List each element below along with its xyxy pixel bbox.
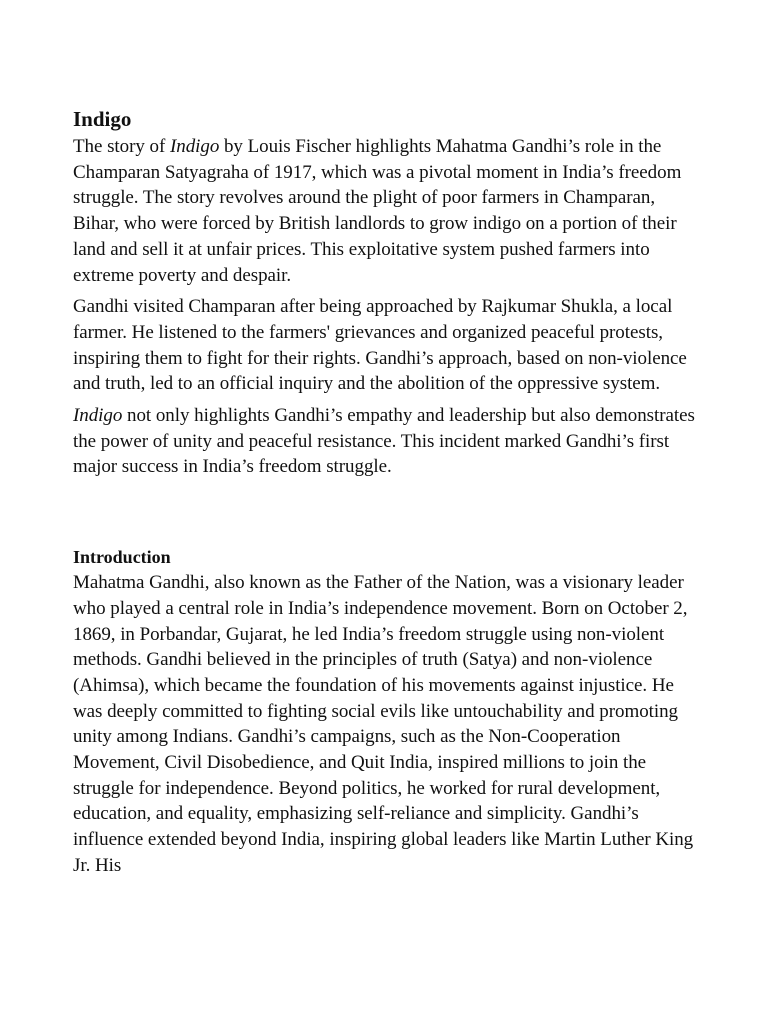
indigo-paragraph-3 <box>73 403 703 480</box>
indigo-p1-prefix: The story of <box>73 136 170 157</box>
document-page <box>73 104 703 885</box>
introduction-paragraph-1: Mahatma Gandhi, also known as the Father of the Nation, was a visionary leader who played a central role in India’s independence movement. Born on October 2, 1869, in Porbandar, Gujarat, he led India’s freedom struggle using non-violent methods. Gandhi believed in the principles of truth (Satya) and non-violence (Ahimsa), which became the foundation of his movements against injustice. He was deeply committed to fighting social evils like untouchability and promoting unity among Indians. Gandhi’s campaigns, such as the Non-Cooperation Movement, Civil Disobedience, and Quit India, inspired millions to join the struggle for independence. Beyond politics, he worked for rural development, education, and equality, emphasizing self-reliance and simplicity. Gandhi’s influence extended beyond India, inspiring global leaders like Martin Luther King Jr. His <box>73 572 694 876</box>
indigo-paragraph-2: Gandhi visited Champaran after being approached by Rajkumar Shukla, a local farmer. He listened to the farmers' grievances and organized peaceful protests, inspiring them to fight for their rights. Gandhi’s approach, based on non-violence and truth, led to an official inquiry and the abolition of the oppressive system. <box>73 296 687 395</box>
indigo-p1-title-italic: Indigo <box>169 136 220 157</box>
section-heading-introduction: Introduction <box>73 547 171 568</box>
indigo-p1-rest: by Louis Fischer highlights Mahatma Gandhi’s role in the Champaran Satyagraha of 1917, which was a pivotal moment in India’s freedom struggle. The story revolves around the plight of poor farmers in Champaran, Bihar, who were forced by British landlords to grow indigo on a portion of their land and sell it at unfair prices. This exploitative system pushed farmers into extreme poverty and despair. <box>73 136 682 286</box>
indigo-paragraph-1 <box>73 134 703 288</box>
section-heading-indigo: Indigo <box>73 107 132 131</box>
indigo-p3-title-italic: Indigo <box>73 405 123 427</box>
indigo-p3-rest: not only highlights Gandhi’s empathy and leadership but also demonstrates the power of unity and peaceful resistance. This incident marked Gandhi’s first major success in India’s freedom struggle. <box>73 405 695 478</box>
